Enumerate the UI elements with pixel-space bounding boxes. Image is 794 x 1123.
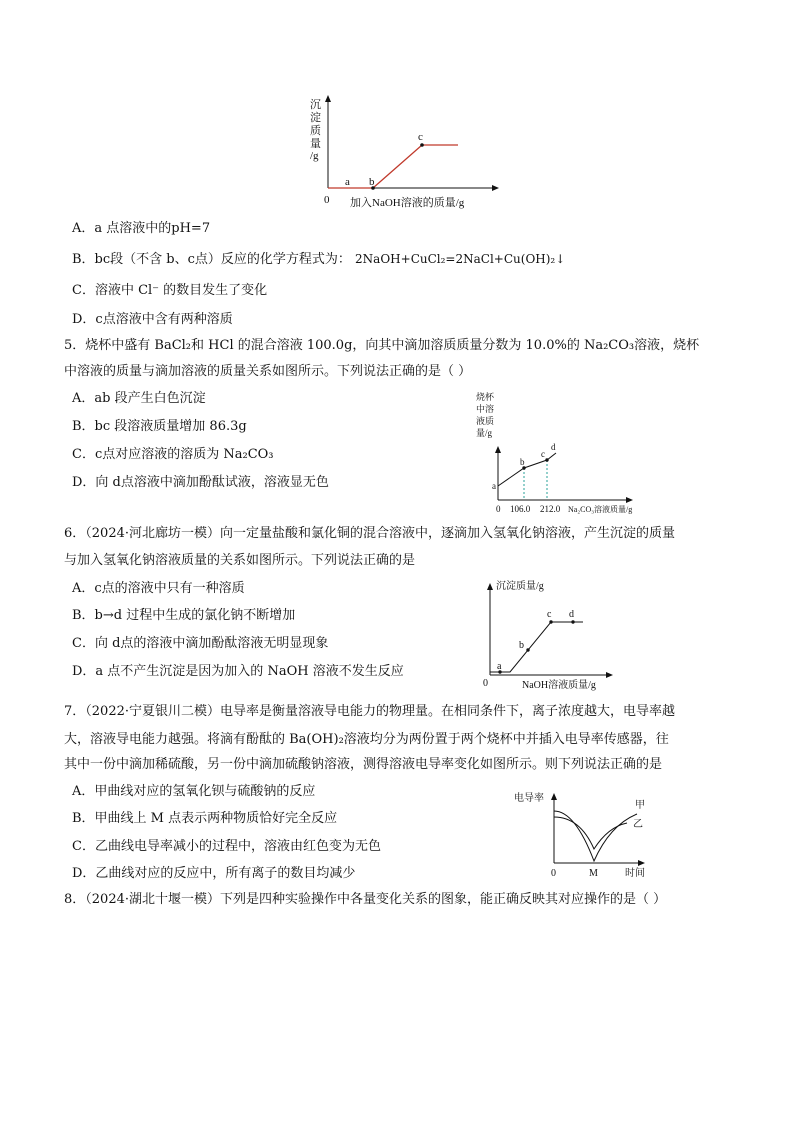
q5-fig-tick-2: 212.0 [540, 504, 561, 514]
q5-fig-ylabel-4: 量/g [476, 428, 493, 438]
q7-option-b: B．甲曲线上 M 点表示两种物质恰好完全反应 [72, 811, 338, 826]
q6-fig-point-b: b [519, 640, 524, 651]
q7-option-d: D．乙曲线对应的反应中，所有离子的数目均减少 [72, 866, 356, 881]
q7-stem-3: 其中一份中滴加稀硫酸，另一份中滴加硫酸钠溶液，测得溶液电导率变化如图所示。则下列说法正确的是 [64, 757, 663, 772]
q7-fig-curve-yi: 乙 [633, 819, 643, 830]
q4-option-a: A．a 点溶液中的pH=7 [72, 221, 211, 236]
fig1-xlabel: 加入NaOH溶液的质量/g [350, 197, 465, 209]
q6-option-a: A．c点的溶液中只有一种溶质 [72, 581, 245, 596]
q6-fig-origin: 0 [483, 678, 488, 689]
figure-q5-solution-mass [470, 388, 660, 518]
q7-fig-ylabel: 电导率 [514, 793, 544, 804]
q5-option-c: C．c点对应溶液的溶质为 Na₂CO₃ [72, 447, 274, 462]
q5-fig-point-a: a [492, 481, 496, 491]
q4-option-b-equation: 2NaOH+CuCl₂=2NaCl+Cu(OH)₂↓ [355, 252, 566, 266]
fig1-ylabel-5: /g [310, 150, 319, 162]
q7-stem-2: 大，溶液导电能力越强。将滴有酚酞的 Ba(OH)₂溶液均分为两份置于两个烧杯中并插入电导率传感器，往 [64, 732, 669, 747]
q6-option-c: C．向 d点的溶液中滴加酚酞溶液无明显现象 [72, 636, 329, 651]
figure-precipitate-naoh [300, 92, 500, 212]
q6-option-d: D．a 点不产生沉淀是因为加入的 NaOH 溶液不发生反应 [72, 664, 404, 679]
q4-option-d: D．c点溶液中含有两种溶质 [72, 312, 233, 327]
q5-option-d: D．向 d点溶液中滴加酚酞试液，溶液显无色 [72, 475, 329, 490]
q6-fig-point-c: c [547, 609, 552, 620]
q5-fig-point-c: c [541, 449, 545, 459]
q7-option-a: A．甲曲线对应的氢氧化钡与硫酸钠的反应 [72, 784, 316, 799]
q5-fig-tick-1: 106.0 [510, 504, 531, 514]
q6-stem-2: 与加入氢氧化钠溶液质量的关系如图所示。下列说法正确的是 [64, 553, 416, 568]
fig1-ylabel-1: 沉 [310, 99, 321, 111]
figure-q6-precipitate [470, 575, 660, 695]
figure-q7-conductivity [510, 785, 670, 885]
q5-fig-ylabel-3: 液质 [476, 416, 495, 426]
q7-option-c: C．乙曲线电导率减小的过程中，溶液由红色变为无色 [72, 839, 381, 854]
q4-option-c: C．溶液中 Cl⁻ 的数目发生了变化 [72, 283, 268, 298]
q6-option-b: B．b→d 过程中生成的氯化钠不断增加 [72, 608, 296, 623]
q6-fig-point-d: d [569, 609, 574, 620]
q6-stem-1: 6．（2024·河北廊坊一模）向一定量盐酸和氯化铜的混合溶液中，逐滴加入氢氧化钠溶液，产生沉淀的质量 [64, 526, 675, 541]
q4-option-b [72, 250, 565, 269]
q7-fig-xlabel: 时间 [625, 868, 645, 879]
q5-fig-ylabel-1: 烧杯 [476, 392, 495, 402]
fig1-point-a: a [345, 176, 350, 188]
q8-stem: 8．（2024·湖北十堰一模）下列是四种实验操作中各量变化关系的图象，能正确反映其对应操作的是（ ） [64, 892, 667, 907]
fig1-ylabel-2: 淀 [310, 112, 321, 124]
q5-fig-point-d: d [551, 442, 556, 452]
q7-fig-origin: 0 [551, 868, 556, 879]
q5-option-a: A．ab 段产生白色沉淀 [72, 391, 206, 406]
q5-stem-2: 中溶液的质量与滴加溶液的质量关系如图所示。下列说法正确的是（ ） [64, 364, 472, 379]
fig1-ylabel-4: 量 [310, 138, 321, 150]
q6-fig-xlabel: NaOH溶液质量/g [522, 680, 596, 691]
fig1-point-c: c [418, 131, 423, 143]
q7-fig-m-label: M [589, 868, 598, 879]
q4-option-b-text: B．bc段（不含 b、c点）反应的化学方程式为： [72, 252, 351, 267]
q5-fig-ylabel-2: 中溶 [476, 404, 495, 414]
q5-fig-xlabel: Na₂CO₃溶液质量/g [568, 505, 633, 514]
q5-fig-point-b: b [520, 457, 525, 467]
q5-option-b: B．bc 段溶液质量增加 86.3g [72, 419, 247, 434]
fig1-ylabel-3: 质 [310, 125, 321, 137]
fig1-point-b: b [369, 176, 375, 188]
q5-fig-origin: 0 [496, 504, 501, 514]
q6-fig-point-a: a [497, 661, 502, 672]
q6-fig-ylabel: 沉淀质量/g [496, 581, 544, 592]
q5-stem-1: 5．烧杯中盛有 BaCl₂和 HCl 的混合溶液 100.0g，向其中滴加溶质质量分数为 10.0%的 Na₂CO₃溶液，烧杯 [64, 338, 700, 353]
fig1-origin: 0 [324, 194, 330, 206]
q7-stem-1: 7．（2022·宁夏银川二模）电导率是衡量溶液导电能力的物理量。在相同条件下，离子浓度越大，电导率越 [64, 704, 675, 719]
q7-fig-curve-jia: 甲 [635, 800, 645, 811]
